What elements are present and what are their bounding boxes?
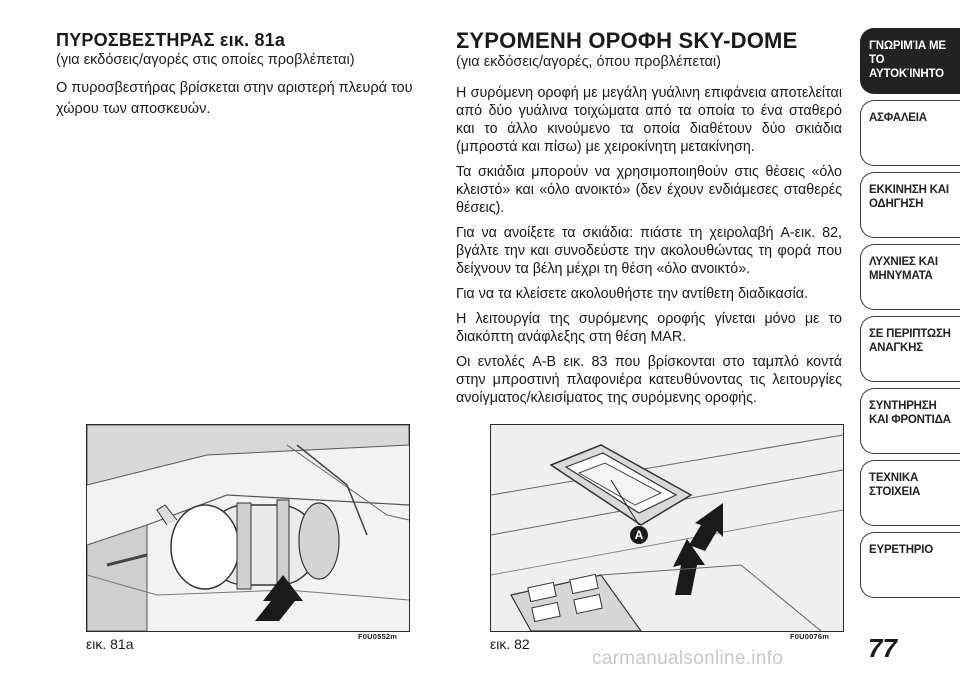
left-section-title: ΠΥΡΟΣΒΕΣΤΗΡΑΣ εικ. 81a bbox=[56, 30, 286, 50]
tab-label: ΤΕΧΝΙΚΑ ΣΤΟΙΧΕΙΑ bbox=[869, 472, 921, 498]
sky-dome-handle-illustration bbox=[491, 425, 843, 631]
tab-warning-lights-and-messages[interactable] bbox=[860, 244, 960, 310]
tab-label: ΑΣΦΑΛΕΙΑ bbox=[869, 112, 927, 124]
tab-index[interactable] bbox=[860, 532, 960, 598]
tab-getting-to-know-vehicle[interactable] bbox=[860, 28, 960, 94]
figure-81a-caption: εικ. 81a bbox=[86, 636, 134, 652]
left-section-subtitle: (για εκδόσεις/αγορές στις οποίες προβλέπεται) bbox=[56, 52, 355, 68]
callout-a-label: A bbox=[634, 528, 644, 542]
fire-extinguisher-illustration bbox=[87, 425, 409, 631]
right-paragraph-6: Οι εντολές A-B εικ. 83 που βρίσκονται στο ταμπλό κοντά στην μπροστινή πλαφονιέρα κατευθύνοντας τις λειτουργίες ανοίγματος/κλεισίματος της συρόμενης οροφής. bbox=[456, 354, 842, 406]
tab-starting-and-driving[interactable] bbox=[860, 172, 960, 238]
right-paragraph-5: Η λειτουργία της συρόμενης οροφής γίνεται μόνο με το διακόπτη ανάφλεξης στη θέση MAR. bbox=[456, 311, 842, 345]
figure-sky-dome-handle bbox=[490, 424, 844, 632]
left-section-paragraph: Ο πυροσβεστήρας βρίσκεται στην αριστερή πλευρά του χώρου των αποσκευών. bbox=[56, 80, 413, 117]
tab-label: ΕΚΚΙΝΗΣΗ ΚΑΙ ΟΔΗΓΗΣΗ bbox=[869, 184, 949, 210]
right-section-body bbox=[456, 84, 842, 407]
right-paragraph-1: Η συρόμενη οροφή με μεγάλη γυάλινη επιφάνεια αποτελείται από δύο γυάλινα τοιχώματα από τα οποία το ένα σταθερό και το άλλο κινούμενο τα οποία διαθέτουν δύο σκιάδια (μπροστά και πίσω) με χειροκίνητη μετακίνηση. bbox=[456, 85, 842, 155]
tab-label: ΛΥΧΝΙΕΣ ΚΑΙ ΜΗΝΥΜΑΤΑ bbox=[869, 256, 938, 282]
figure-82-caption: εικ. 82 bbox=[490, 636, 530, 652]
right-section-subtitle: (για εκδόσεις/αγορές, όπου προβλέπεται) bbox=[456, 54, 721, 70]
right-section-title: ΣΥΡΟΜΕΝΗ ΟΡΟΦΗ SKY-DOME bbox=[456, 28, 798, 53]
right-paragraph-2: Τα σκιάδια μπορούν να χρησιμοποιηθούν στις θέσεις «όλο κλειστό» και «όλο ανοικτό» (δεν έχουν ενδιάμεσες σταθερές θέσεις). bbox=[456, 164, 842, 216]
tab-label: ΣΕ ΠΕΡΙΠΤΩΣΗ ΑΝΑΓΚΗΣ bbox=[869, 328, 951, 354]
tab-in-an-emergency[interactable] bbox=[860, 316, 960, 382]
watermark: carmanualsonline.info bbox=[592, 648, 784, 669]
tab-label: ΣΥΝΤΗΡΗΣΗ ΚΑΙ ΦΡΟΝΤΙΔΑ bbox=[869, 400, 951, 426]
page-number: 77 bbox=[868, 633, 897, 663]
tab-label: ΓΝΩΡΙΜΊΑ ΜΕ ΤΟ ΑΥΤΟΚΊΝΗΤΟ bbox=[869, 40, 946, 80]
figure-82-code: F0U0076m bbox=[790, 632, 830, 641]
figure-81a-code: F0U0552m bbox=[358, 632, 398, 641]
right-paragraph-3: Για να ανοίξετε τα σκιάδια: πιάστε τη χειρολαβή A-εικ. 82, βγάλτε την και συνοδεύστε την ακολουθώντας τη φορά που δείχνουν τα βέλη μέχρι τη θέση «όλο ανοικτό». bbox=[456, 225, 842, 277]
right-paragraph-4: Για να τα κλείσετε ακολουθήστε την αντίθετη διαδικασία. bbox=[456, 286, 808, 302]
tab-technical-specifications[interactable] bbox=[860, 460, 960, 526]
tab-maintenance-and-care[interactable] bbox=[860, 388, 960, 454]
tab-label: ΕΥΡΕΤΗΡΙΟ bbox=[869, 544, 934, 556]
figure-fire-extinguisher bbox=[86, 424, 410, 632]
tab-safety[interactable] bbox=[860, 100, 960, 166]
